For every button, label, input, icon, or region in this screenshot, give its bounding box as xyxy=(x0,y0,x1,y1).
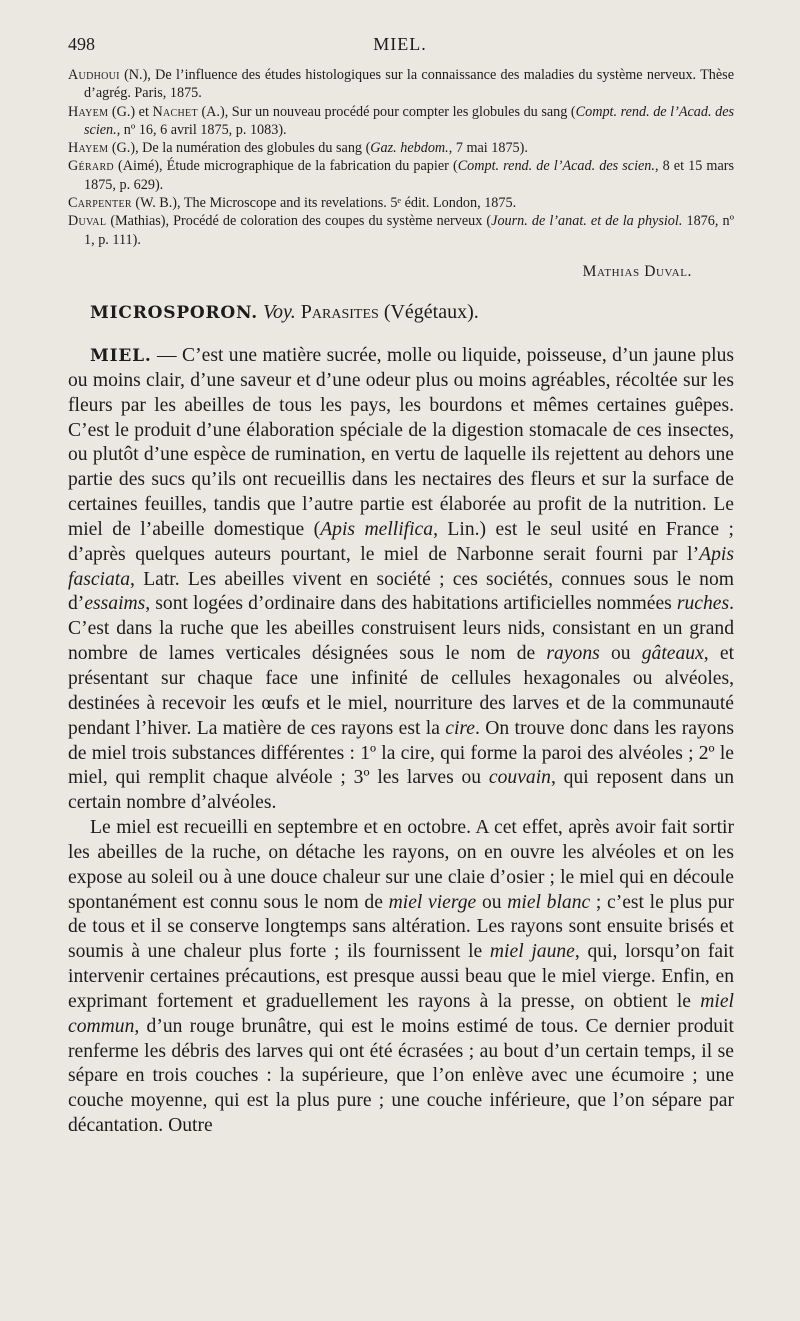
italic-term: miel vierge xyxy=(388,891,477,913)
bibliography-entry: Duval (Mathias), Procédé de coloration des coupes du système nerveux (Journ. de l’anat. et de la physiol. 1876, nº 1, p. 111). xyxy=(68,213,734,248)
italic-term: cire xyxy=(445,717,475,739)
author-name: Nachet xyxy=(152,103,198,120)
bibliography-entry: Audhoui (N.), De l’influence des études histologiques sur la connaissance des maladies du système nerveux. Thèse d’agrég. Paris, 1875. xyxy=(68,67,734,102)
bibliography-entry: Hayem (G.) et Nachet (A.), Sur un nouveau procédé pour compter les globules du sang (Compt. rend. de l’Acad. des scien., nº 16, 6 avril 1875, p. 1083). xyxy=(68,103,735,138)
article-paragraph xyxy=(68,344,734,816)
article-paragraph xyxy=(68,816,734,1139)
author-name: Hayem xyxy=(68,103,109,120)
paragraph-text xyxy=(68,345,734,813)
text-run: Le miel est recueilli en septembre et en octobre. A cet effet, après avoir fait sortir les abeilles de la ruche, on détache les rayons, on en ouvre les alvéoles et on les expose au soleil ou à une douce chaleur sur une claie d’osier ; le miel qui en découle spontanément est connu sous le nom de xyxy=(68,817,734,913)
running-head: MIEL. xyxy=(373,34,427,54)
text-run: , qui reposent dans un certain nombre d’alvéoles. xyxy=(68,767,734,814)
page-header xyxy=(68,34,732,58)
text-run: . On trouve donc dans les rayons de miel trois substances différentes : 1º la cire, qui forme la paroi des alvéoles ; 2º le miel, qui remplit chaque alvéole ; 3º les larves ou xyxy=(68,717,734,789)
italic-term: ruches xyxy=(676,593,730,615)
entry-headword: MIEL. xyxy=(90,346,152,366)
text-run: — C’est une matière sucrée, molle ou liquide, poisseuse, d’un jaune plus ou moins clair, d’une saveur et d’une odeur plus ou moins agréables, récoltée sur les fleurs par les abeilles de tous les pays, les bourdons et mêmes certaines guêpes. C’est le produit d’une élaboration spéciale de la digestion stomacale de ces insectes, ou plutôt d’une espèce de rumination, en vertu de laquelle ils rejettent au dehors une partie des sucs qu’ils ont recueillis dans les nectaires des fleurs et sur la surface de certaines feuilles, tandis que l’autre partie est élaborée au profit de la nutrition. Le miel de l’abeille domestique ( xyxy=(68,345,734,540)
bibliography-entry: Carpenter (W. B.), The Microscope and its revelations. 5ᵉ édit. London, 1875. xyxy=(68,195,517,212)
italic-term: rayons xyxy=(546,643,600,665)
text-run: , sont logées d’ordinaire dans des habitations artificielles nommées xyxy=(145,593,677,615)
italic-term: miel blanc xyxy=(507,891,591,913)
page-number: 498 xyxy=(68,34,95,54)
bibliography-entry: Gérard (Aimé), Étude micrographique de la fabrication du papier (Compt. rend. de l’Acad. des scien., 8 et 15 mars 1875, p. 629). xyxy=(68,158,734,193)
text-run: ou xyxy=(599,643,642,665)
text-run: , Latr. Les abeilles vivent en société ; ces sociétés, connues sous le nom d’ xyxy=(68,568,734,615)
text-run: ; c’est le plus pur de tous et il se conserve longtemps sans altération. Les rayons sont ensuite brisés et soumis à une chaleur plus forte ; ils fournissent le xyxy=(68,891,734,963)
text-run: , qui, lorsqu’on fait intervenir certaines précautions, est presque aussi beau que le miel vierge. Enfin, en exprimant fortement et graduellement les rayons à la presse, on obtient le xyxy=(68,941,734,1012)
author-name: Gérard xyxy=(68,158,114,175)
journal-title: Compt. rend. de l’Acad. des scien. xyxy=(84,103,735,138)
paragraph-text xyxy=(68,817,734,1136)
italic-term: couvain xyxy=(488,767,551,789)
article-body xyxy=(68,344,734,1139)
author-name: Carpenter xyxy=(68,195,132,212)
bibliography-entry: Hayem (G.), De la numération des globules du sang (Gaz. hebdom., 7 mai 1875). xyxy=(68,140,528,157)
text-run: , Lin.) est le seul usité en France ; d’après quelques auteurs pourtant, le miel de Narbonne serait fourni par l’ xyxy=(68,518,734,565)
italic-term: Apis mellifica xyxy=(320,518,434,540)
see-also-label: Voy. xyxy=(263,301,296,323)
bibliography xyxy=(68,66,734,281)
journal-title: Compt. rend. de l’Acad. des scien. xyxy=(457,158,655,175)
article-signature: Mathias Duval. xyxy=(582,262,692,280)
text-run: , d’un rouge brunâtre, qui est le moins estimé de tous. Ce dernier produit renferme les débris des larves qui ont été écrasées ; au bout d’un certain temps, il se sépare en trois couches : la supérieure, que l’on enlève avec une écumoire ; une couche moyenne, qui est la plus pure ; une couche inférieure, que l’on sépare par décantation. Outre xyxy=(68,1015,734,1137)
author-name: Audhoui xyxy=(68,67,120,83)
author-name: Hayem xyxy=(68,140,109,157)
text-run: ou xyxy=(476,891,508,913)
text-run: , et présentant sur chaque face une infinité de cellules hexagonales ou alvéoles, destinées à recevoir les œufs et le miel, nourriture des larves et de la communauté pendant l’hiver. La matière de ces rayons est la xyxy=(68,643,735,739)
italic-term: miel commun xyxy=(68,990,734,1037)
entry-headword: MICROSPORON. xyxy=(90,303,259,323)
cross-reference-qualifier: (Végétaux). xyxy=(378,301,479,323)
journal-title: Journ. de l’anat. et de la physiol. xyxy=(491,213,683,230)
text-run: . C’est dans la ruche que les abeilles construisent leurs nids, consistant en un grand nombre de lames verticales désignées sous le nom de xyxy=(68,593,734,665)
italic-term: essaims xyxy=(84,593,146,615)
italic-term: Apis fasciata xyxy=(68,543,734,590)
journal-title: Gaz. hebdom. xyxy=(370,140,449,157)
author-name: Duval xyxy=(68,213,107,230)
italic-term: miel jaune xyxy=(489,941,575,963)
cross-reference-entry xyxy=(90,298,740,327)
italic-term: gâteaux xyxy=(641,643,704,665)
cross-reference-target: Parasites xyxy=(300,301,379,323)
